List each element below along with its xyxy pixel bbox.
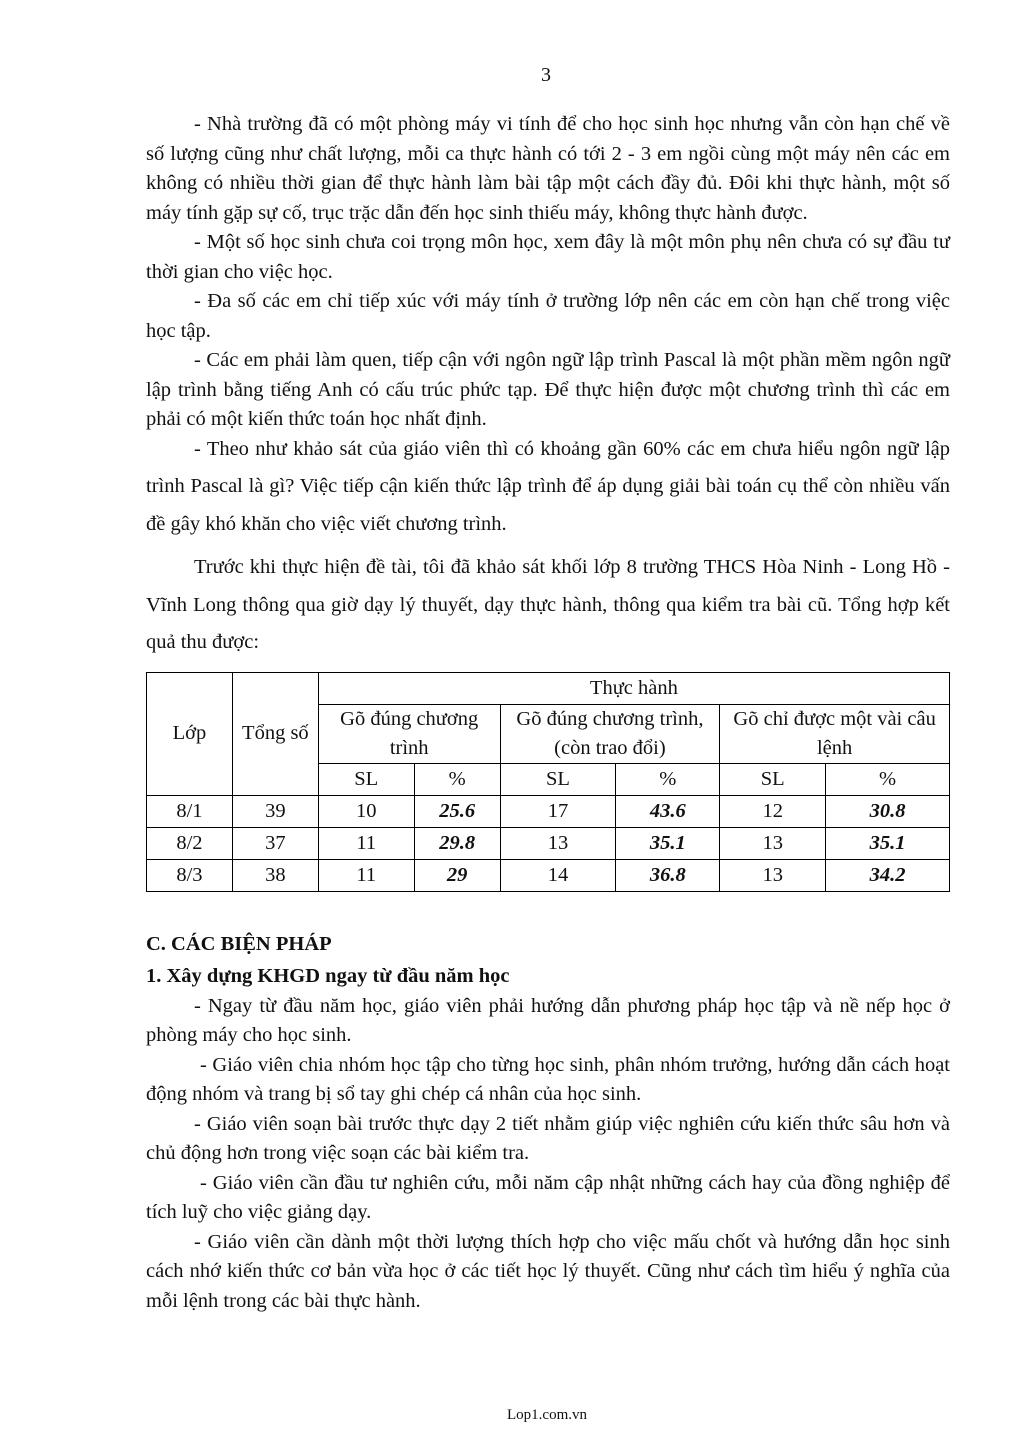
cell-percent: 34.2 bbox=[826, 859, 950, 891]
cell-percent: 35.1 bbox=[616, 827, 720, 859]
cell-tong: 38 bbox=[232, 859, 318, 891]
paragraph: - Theo như khảo sát của giáo viên thì có khoảng gần 60% các em chưa hiểu ngôn ngữ lập trình Pascal là gì? Việc tiếp cận kiến thức lập trình để áp dụng giải bài toán cụ thể còn nhiều vấn đề gây khó khăn cho việc viết chương trình. bbox=[146, 437, 950, 535]
percent-header: % bbox=[826, 763, 950, 795]
cell-sl: 17 bbox=[500, 795, 616, 827]
sl-header: SL bbox=[500, 763, 616, 795]
table-header-row bbox=[147, 672, 950, 704]
cell-sl: 12 bbox=[720, 795, 826, 827]
paragraph: - Ngay từ đầu năm học, giáo viên phải hướng dẫn phương pháp học tập và nề nếp học ở phòng máy cho học sinh. bbox=[146, 994, 950, 1046]
footer-source: Lop1.com.vn bbox=[507, 1407, 587, 1423]
cell-lop: 8/2 bbox=[147, 827, 233, 859]
cell-lop: 8/1 bbox=[147, 795, 233, 827]
paragraph: Trước khi thực hiện đề tài, tôi đã khảo sát khối lớp 8 trường THCS Hòa Ninh - Long Hồ - Vĩnh Long thông qua giờ dạy lý thuyết, dạy thực hành, thông qua kiểm tra bài cũ. Tổng hợp kết quả thu được: bbox=[146, 556, 950, 653]
paragraph: - Các em phải làm quen, tiếp cận với ngôn ngữ lập trình Pascal là một phần mềm ngôn ngữ lập trình bằng tiếng Anh có cấu trúc phức tạp. Để thực hiện được một chương trình thì các em phải có một kiến thức toán học nhất định. bbox=[146, 349, 950, 430]
cell-sl: 13 bbox=[500, 827, 616, 859]
cell-percent: 36.8 bbox=[616, 859, 720, 891]
cell-sl: 14 bbox=[500, 859, 616, 891]
sub-header: Gõ đúng chương trình, (còn trao đổi) bbox=[500, 704, 720, 763]
cell-sl: 11 bbox=[318, 827, 414, 859]
cell-lop: 8/3 bbox=[147, 859, 233, 891]
subsection-heading: 1. Xây dựng KHGD ngay từ đầu năm học bbox=[146, 964, 510, 987]
cell-sl: 11 bbox=[318, 859, 414, 891]
results-table bbox=[146, 672, 950, 892]
cell-percent: 43.6 bbox=[616, 795, 720, 827]
cell-percent: 29 bbox=[414, 859, 500, 891]
cell-percent: 30.8 bbox=[826, 795, 950, 827]
cell-tong: 39 bbox=[232, 795, 318, 827]
cell-sl: 13 bbox=[720, 859, 826, 891]
paragraph: - Giáo viên chia nhóm học tập cho từng học sinh, phân nhóm trưởng, hướng dẫn cách hoạt động nhóm và trang bị sổ tay ghi chép cá nhân của học sinh. bbox=[146, 1053, 950, 1105]
paragraph: - Giáo viên cần dành một thời lượng thích hợp cho việc mấu chốt và hướng dẫn học sinh cách nhớ kiến thức cơ bản vừa học ở các tiết học lý thuyết. Cũng như cách tìm hiểu ý nghĩa của mỗi lệnh trong các bài thực hành. bbox=[146, 1230, 950, 1312]
cell-percent: 29.8 bbox=[414, 827, 500, 859]
column-header-lop: Lớp bbox=[147, 672, 233, 795]
sl-header: SL bbox=[318, 763, 414, 795]
cell-tong: 37 bbox=[232, 827, 318, 859]
paragraph: - Nhà trường đã có một phòng máy vi tính để cho học sinh học nhưng vẫn còn hạn chế về số lượng cũng như chất lượng, mỗi ca thực hành có tới 2 - 3 em ngồi cùng một máy nên các em không có nhiều thời gian để thực hành làm bài tập một cách đầy đủ. Đôi khi thực hành, một số máy tính gặp sự cố, trục trặc dẫn đến học sinh thiếu máy, không thực hành được. bbox=[146, 113, 950, 224]
percent-header: % bbox=[616, 763, 720, 795]
paragraph: - Đa số các em chỉ tiếp xúc với máy tính ở trường lớp nên các em còn hạn chế trong việc học tập. bbox=[146, 290, 950, 342]
sub-header: Gõ đúng chương trình bbox=[318, 704, 500, 763]
percent-header: % bbox=[414, 763, 500, 795]
column-header-tong-so: Tổng số bbox=[232, 672, 318, 795]
group-header-thuc-hanh: Thực hành bbox=[318, 672, 949, 704]
sl-header: SL bbox=[720, 763, 826, 795]
table-row bbox=[147, 827, 950, 859]
cell-sl: 10 bbox=[318, 795, 414, 827]
paragraph: - Giáo viên cần đầu tư nghiên cứu, mỗi năm cập nhật những cách hay của đồng nghiệp để tích luỹ cho việc giảng dạy. bbox=[146, 1171, 950, 1223]
paragraph: - Giáo viên soạn bài trước thực dạy 2 tiết nhằm giúp việc nghiên cứu kiến thức sâu hơn và chủ động hơn trong việc soạn các bài kiểm tra. bbox=[146, 1112, 950, 1164]
paragraph: - Một số học sinh chưa coi trọng môn học, xem đây là một môn phụ nên chưa có sự đầu tư thời gian cho việc học. bbox=[146, 231, 950, 283]
section-heading: C. CÁC BIỆN PHÁP bbox=[146, 932, 332, 955]
table-row bbox=[147, 795, 950, 827]
table-row bbox=[147, 859, 950, 891]
cell-percent: 35.1 bbox=[826, 827, 950, 859]
cell-sl: 13 bbox=[720, 827, 826, 859]
document-body bbox=[146, 110, 950, 1316]
page-number: 3 bbox=[541, 64, 551, 86]
cell-percent: 25.6 bbox=[414, 795, 500, 827]
sub-header: Gõ chỉ được một vài câu lệnh bbox=[720, 704, 950, 763]
